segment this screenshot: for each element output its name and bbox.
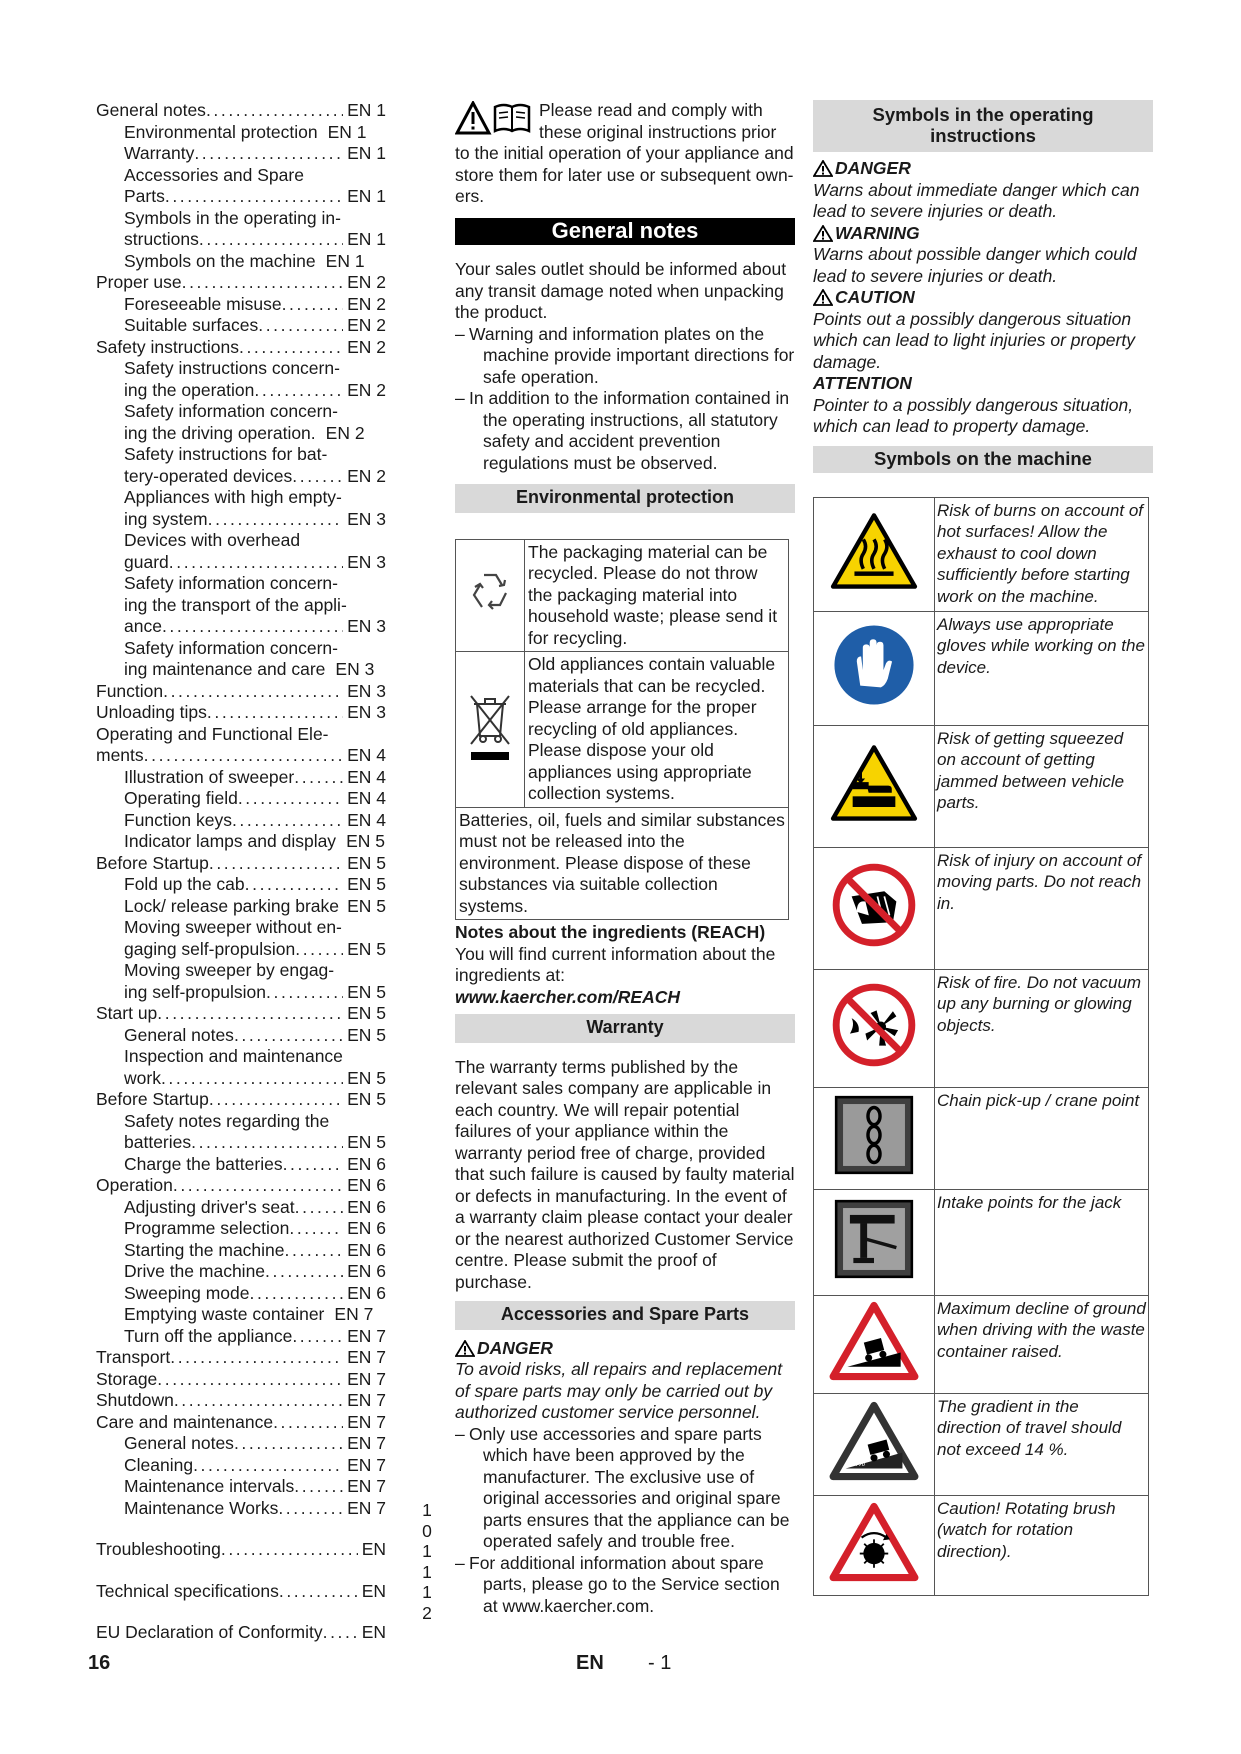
toc-entry[interactable]: Before Startup ..... EN 5: [96, 1089, 386, 1111]
symbol-description: Caution! Rotating brush (watch for rotation direction).: [935, 1495, 1149, 1595]
toc-entry[interactable]: Function keys ..... EN 4: [96, 810, 386, 832]
symbol-description: The gradient in the direction of travel should not exceed 14 %.: [935, 1393, 1149, 1495]
symbol-description: Maximum decline of ground when driving with the waste container raised.: [935, 1295, 1149, 1393]
intro-line: ers.: [455, 186, 485, 206]
symbol-label-warning: WARNING: [813, 223, 1153, 245]
table-of-contents: [96, 100, 386, 1644]
toc-entry[interactable]: ing maintenance and care EN 3: [124, 659, 375, 679]
intro-line: to the initial operation of your appliance and: [455, 143, 794, 163]
toc-entry[interactable]: ing the transport of the appli-: [124, 594, 347, 615]
middle-column: [455, 100, 795, 1617]
table-row: [814, 497, 1149, 611]
symbol-description: Chain pick-up / crane point: [935, 1087, 1149, 1189]
warning-triangle-icon: [813, 160, 833, 177]
table-row: [456, 652, 789, 808]
toc-entry[interactable]: Start up ..... EN 5: [96, 1003, 386, 1025]
toc-entry[interactable]: Technical specifications ..... EN: [96, 1581, 386, 1603]
footer-language: EN: [576, 1652, 604, 1674]
toc-entry[interactable]: ing the driving operation. EN 2: [124, 422, 365, 443]
toc-entry[interactable]: Operation ..... EN 6: [96, 1175, 386, 1197]
table-row: [814, 1393, 1149, 1495]
toc-entry[interactable]: General notes ..... EN 1: [96, 100, 386, 122]
rotating-brush-icon: [829, 1502, 919, 1582]
reach-link[interactable]: www.kaercher.com/REACH: [455, 986, 680, 1007]
toc-entry[interactable]: Foreseeable misuse ..... EN 2: [96, 294, 386, 316]
toc-entry[interactable]: Accessories and Spare: [124, 164, 304, 185]
table-row: [814, 1189, 1149, 1295]
toc-entry[interactable]: Maintenance intervals ..... EN 7: [96, 1476, 386, 1498]
toc-entry[interactable]: Before Startup ..... EN 5: [96, 853, 386, 875]
warranty-heading: Warranty: [455, 1014, 795, 1043]
stray-digit: 1: [422, 1561, 432, 1582]
toc-entry[interactable]: ance ..... EN 3: [96, 616, 386, 638]
toc-entry[interactable]: Starting the machine ..... EN 6: [96, 1240, 386, 1262]
toc-entry[interactable]: Suitable surfaces ..... EN 2: [96, 315, 386, 337]
batteries-text: Batteries, oil, fuels and similar substances must not be released into the environment. Please dispose of these substances via suitable collection systems.: [456, 807, 789, 920]
environment-table: [455, 539, 789, 921]
toc-entry[interactable]: gaging self-propulsion ..... EN 5: [96, 939, 386, 961]
toc-entry[interactable]: Shutdown ..... EN 7: [96, 1390, 386, 1412]
symbols-machine-table: [813, 497, 1149, 1596]
stray-digit: 1: [422, 1500, 432, 1520]
warning-triangle-icon: [813, 225, 833, 242]
toc-entry[interactable]: Symbols on the machine EN 1: [124, 250, 365, 271]
toc-entry[interactable]: Operating field ..... EN 4: [96, 788, 386, 810]
toc-entry[interactable]: Inspection and maintenance: [124, 1046, 343, 1066]
toc-entry[interactable]: Turn off the appliance ..... EN 7: [96, 1326, 386, 1348]
toc-entry[interactable]: Function ..... EN 3: [96, 681, 386, 703]
stray-digit: 1: [422, 1541, 432, 1561]
toc-entry[interactable]: Moving sweeper without en-: [124, 917, 342, 937]
symbol-label-caution: CAUTION: [813, 287, 1153, 309]
general-notes-para: Your sales outlet should be informed about any transit damage noted when unpacking the product.: [455, 259, 787, 322]
toc-entry[interactable]: structions ..... EN 1: [96, 229, 386, 251]
table-row: [814, 847, 1149, 969]
toc-entry[interactable]: ing self-propulsion ..... EN 5: [96, 982, 386, 1004]
list-item: – In addition to the information contained in the operating instructions, all statutory safety and accident prevention regulations must be observed.: [455, 388, 790, 473]
toc-entry[interactable]: Lock/ release parking brake EN 5: [124, 895, 386, 916]
toc-entry[interactable]: Adjusting driver's seat ..... EN 6: [96, 1197, 386, 1219]
chain-pickup-icon: [831, 1092, 917, 1178]
recycling-icon: [464, 567, 516, 619]
symbols-ops-list: [813, 158, 1153, 438]
symbol-description: Warns about possible danger which could lead to severe injuries or death.: [813, 244, 1137, 286]
symbols-machine-heading: Symbols on the machine: [813, 446, 1153, 473]
symbol-description: Pointer to a possibly dangerous situation, which can lead to property damage.: [813, 394, 1134, 436]
toc-entry[interactable]: Maintenance Works ..... EN 7: [96, 1498, 386, 1520]
toc-entry[interactable]: Symbols in the operating in-: [124, 207, 341, 228]
crush-hazard-icon: [829, 743, 919, 823]
symbol-description: Always use appropriate gloves while working on the device.: [935, 611, 1149, 725]
toc-entry[interactable]: Safety information concern-: [124, 573, 338, 593]
list-item: – Warning and information plates on the machine provide important directions for safe operation.: [455, 323, 795, 387]
toc-entry[interactable]: Care and maintenance ..... EN 7: [96, 1412, 386, 1434]
toc-entry[interactable]: Emptying waste container EN 7: [124, 1304, 374, 1324]
toc-entry[interactable]: Devices with overhead: [124, 530, 301, 550]
stray-digit: 0: [422, 1520, 432, 1541]
environmental-protection-heading: Environmental protection: [455, 484, 795, 513]
table-row: [456, 807, 789, 920]
toc-entry[interactable]: Safety instructions concern-: [124, 358, 340, 378]
toc-entry[interactable]: Cleaning ..... EN 7: [96, 1455, 386, 1477]
symbol-description: Risk of injury on account of moving parts. Do not reach in.: [935, 847, 1149, 969]
table-row: [814, 1495, 1149, 1595]
general-notes-heading: General notes: [455, 218, 795, 246]
crossed-bin-icon: [465, 690, 515, 764]
accessories-heading: Accessories and Spare Parts: [455, 1301, 795, 1330]
toc-entry[interactable]: Drive the machine ..... EN 6: [96, 1261, 386, 1283]
hot-surface-icon: [829, 511, 919, 591]
toc-entry[interactable]: ing system ..... EN 3: [96, 509, 386, 531]
list-item: – Only use accessories and spare parts which have been approved by the manufacturer. The exclusive use of original accessories and original spare parts ensures that the appliance can be operated safely and trouble free.: [455, 1423, 790, 1551]
warning-triangle-icon: [455, 1340, 475, 1357]
toc-entry[interactable]: EU Declaration of Conformity ..... EN: [96, 1622, 386, 1644]
toc-entry[interactable]: Safety instructions ..... EN 2: [96, 337, 386, 359]
symbol-description: Risk of burns on account of hot surfaces! Allow the exhaust to cool down sufficiently before starting work on the machine.: [935, 497, 1149, 611]
symbol-description: Intake points for the jack: [935, 1189, 1149, 1295]
toc-entry[interactable]: Safety notes regarding the: [124, 1110, 330, 1131]
toc-entry[interactable]: tery-operated devices ..... EN 2: [96, 466, 386, 488]
danger-label: DANGER: [455, 1338, 795, 1360]
toc-entry[interactable]: Operating and Functional Ele-: [96, 723, 329, 744]
toc-entry[interactable]: Moving sweeper by engag-: [124, 960, 335, 980]
symbol-label-attention: ATTENTION: [813, 373, 912, 393]
symbol-description: Risk of getting squeezed on account of getting jammed between vehicle parts.: [935, 725, 1149, 847]
toc-entry[interactable]: ments ..... EN 4: [96, 745, 386, 767]
wear-gloves-icon: [831, 622, 917, 708]
svg-text:14%: 14%: [849, 1459, 866, 1469]
toc-entry[interactable]: Safety information concern-: [124, 401, 338, 421]
max-decline-icon: [829, 1301, 919, 1381]
table-row: [814, 1087, 1149, 1189]
toc-entry[interactable]: Indicator lamps and display EN 5: [124, 831, 385, 851]
toc-entry[interactable]: guard ..... EN 3: [96, 552, 386, 574]
stray-page-digits: [420, 1500, 434, 1623]
gradient-14-icon: [829, 1401, 919, 1481]
toc-entry[interactable]: Illustration of sweeper ..... EN 4: [96, 767, 386, 789]
toc-entry[interactable]: General notes ..... EN 5: [96, 1025, 386, 1047]
toc-entry[interactable]: Storage ..... EN 7: [96, 1369, 386, 1391]
intro-block: [455, 100, 795, 208]
stray-digit: 2: [422, 1602, 432, 1623]
toc-entry[interactable]: Parts ..... EN 1: [96, 186, 386, 208]
symbol-description: Warns about immediate danger which can lead to severe injuries or death.: [813, 179, 1140, 221]
toc-entry[interactable]: Sweeping mode ..... EN 6: [96, 1283, 386, 1305]
do-not-reach-icon: [831, 862, 917, 948]
intro-line: these original instructions prior: [539, 121, 777, 142]
toc-entry[interactable]: Programme selection ..... EN 6: [96, 1218, 386, 1240]
toc-entry[interactable]: Appliances with high empty-: [124, 487, 342, 507]
symbol-description: Risk of fire. Do not vacuum up any burning or glowing objects.: [935, 969, 1149, 1087]
page-number-left: 16: [88, 1652, 111, 1674]
toc-entry[interactable]: Proper use ..... EN 2: [96, 272, 386, 294]
toc-entry[interactable]: Safety information concern-: [124, 637, 338, 658]
table-row: [814, 725, 1149, 847]
symbol-description: Points out a possibly dangerous situation which can lead to light injuries or property damage.: [813, 308, 1135, 372]
read-manual-icon: [455, 101, 535, 135]
symbol-label-danger: DANGER: [813, 158, 1153, 180]
toc-entry[interactable]: work ..... EN 5: [96, 1068, 386, 1090]
danger-text: To avoid risks, all repairs and replacement of spare parts may only be carried out by authorized customer service personnel.: [455, 1359, 783, 1422]
toc-entry[interactable]: batteries ..... EN 5: [96, 1132, 386, 1154]
toc-entry[interactable]: Charge the batteries ..... EN 6: [96, 1154, 386, 1176]
intro-line: store them for later use or subsequent own-: [455, 164, 794, 185]
warranty-text: The warranty terms published by the relevant sales company are applicable in each country. We will repair potential failures of your appliance within the warranty period free of charge, provided that such failure is caused by faulty material or defects in manufacturing. In the event of a warranty claim please contact your dealer or the nearest authorized Customer Service centre. Please submit the proof of purchase.: [455, 1056, 795, 1292]
toc-entry[interactable]: Transport ..... EN 7: [96, 1347, 386, 1369]
old-appliances-text: Old appliances contain valuable materials that can be recycled. Please arrange for the proper recycling of old appliances. Please dispose your old appliances using appropriate collection systems.: [525, 652, 789, 808]
table-row: [814, 1295, 1149, 1393]
table-row: [814, 611, 1149, 725]
table-row: [456, 539, 789, 652]
table-row: [814, 969, 1149, 1087]
stray-digit: 1: [422, 1582, 432, 1602]
packaging-recycling-text: The packaging material can be recycled. Please do not throw the packaging material into household waste; please send it for recycling.: [525, 539, 789, 652]
footer-page: - 1: [648, 1652, 672, 1674]
toc-entry[interactable]: Troubleshooting ..... EN: [96, 1539, 386, 1561]
toc-entry[interactable]: Unloading tips ..... EN 3: [96, 702, 386, 724]
warning-triangle-icon: [813, 289, 833, 306]
toc-entry[interactable]: Warranty ..... EN 1: [96, 143, 386, 165]
toc-entry[interactable]: Fold up the cab ..... EN 5: [96, 874, 386, 896]
toc-entry[interactable]: Safety instructions for bat-: [124, 444, 328, 464]
toc-entry[interactable]: General notes ..... EN 7: [96, 1433, 386, 1455]
jack-point-icon: [831, 1196, 917, 1282]
intro-line: Please read and comply with: [539, 100, 763, 120]
symbols-ops-heading: Symbols in the operating instructions: [813, 100, 1153, 152]
toc-entry[interactable]: Environmental protection EN 1: [124, 121, 367, 142]
reach-text: You will find current information about the ingredients at:: [455, 943, 776, 985]
list-item: – For additional information about spare parts, please go to the Service section at www.kaercher.com.: [455, 1552, 780, 1616]
right-column: [813, 100, 1153, 1596]
reach-title: Notes about the ingredients (REACH): [455, 922, 766, 942]
no-burning-objects-icon: [831, 982, 917, 1068]
toc-entry[interactable]: ing the operation ..... EN 2: [96, 380, 386, 402]
